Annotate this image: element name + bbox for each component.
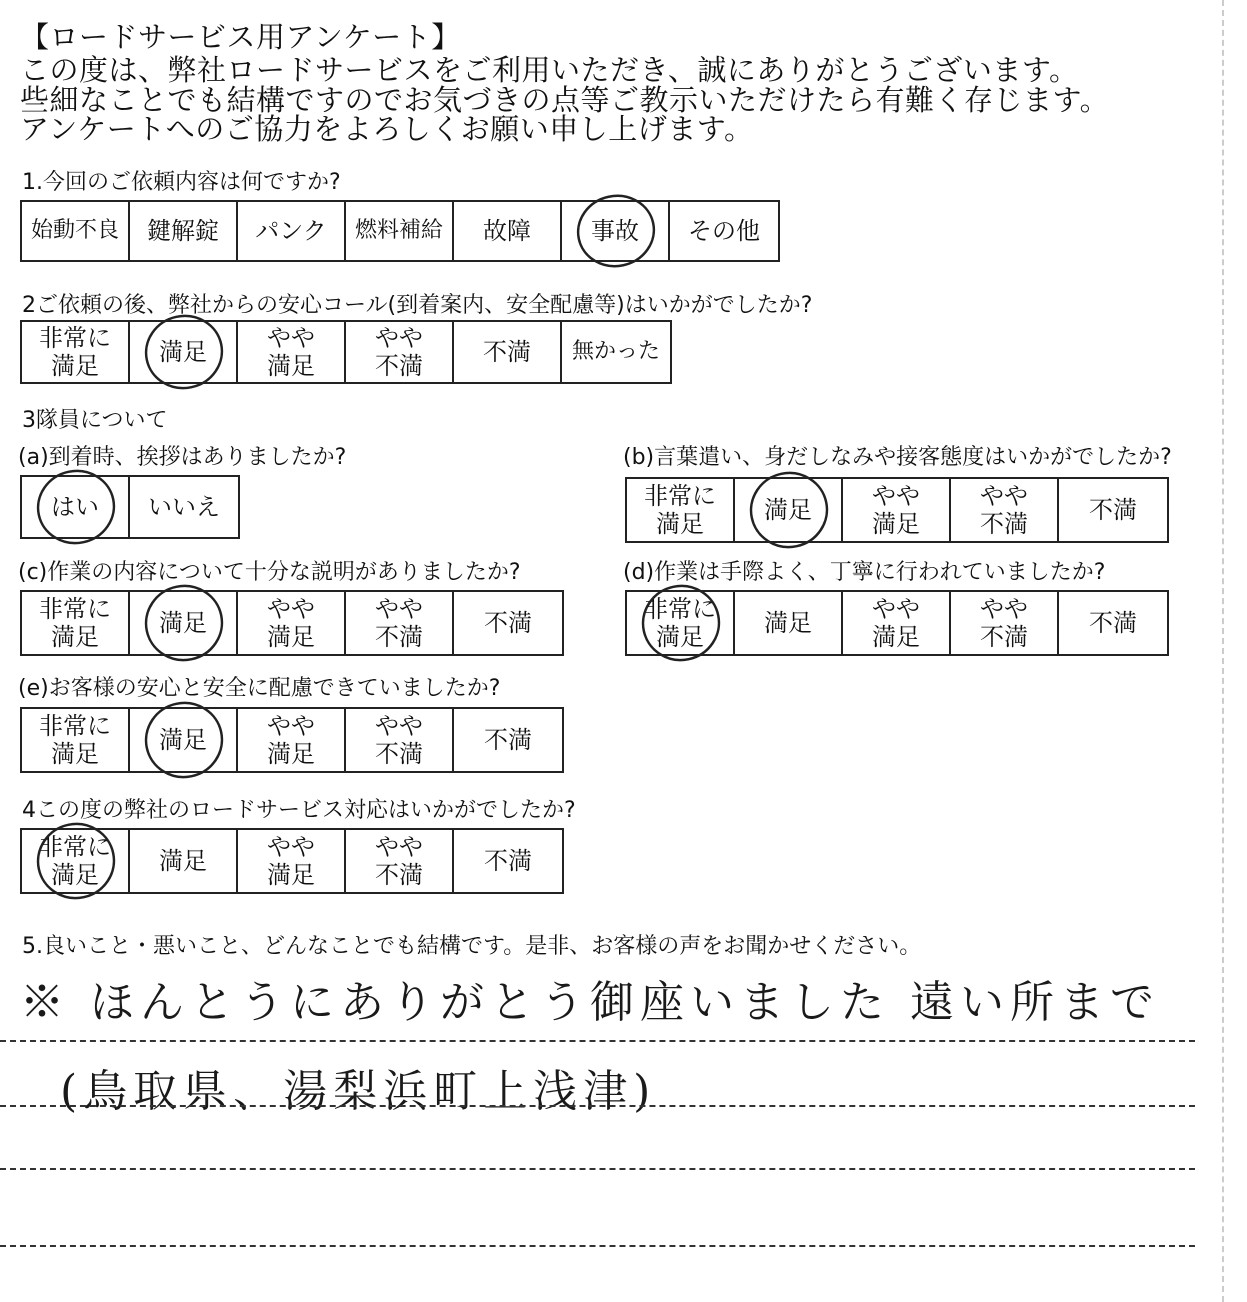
option-cell[interactable]: やや 満足 [843, 592, 951, 654]
comment-line-divider [0, 1040, 1195, 1042]
q3c-options [20, 590, 564, 656]
option-cell[interactable]: やや 満足 [843, 479, 951, 541]
option-cell[interactable]: 満足 [130, 322, 238, 382]
comment-line-divider [0, 1245, 1195, 1247]
option-cell[interactable]: やや 不満 [346, 830, 454, 892]
comment-line-divider [0, 1168, 1195, 1170]
q3b-label: (b)言葉遣い、身だしなみや接客態度はいかがでしたか? [623, 445, 1172, 470]
q3-label: 3隊員について [22, 408, 168, 433]
option-cell[interactable]: やや 満足 [238, 592, 346, 654]
q5-label: 5.良いこと・悪いこと、どんなことでも結構です。是非、お客様の声をお聞かせください。 [22, 934, 922, 959]
option-cell[interactable]: 不満 [484, 609, 532, 637]
option-cell[interactable]: やや 不満 [346, 592, 454, 654]
option-cell[interactable]: やや 不満 [951, 592, 1059, 654]
q2-label: 2ご依頼の後、弊社からの安心コール(到着案内、安全配慮等)はいかがでしたか? [22, 293, 813, 318]
option-cell[interactable]: 満足 [130, 592, 238, 654]
q1-label: 1.今回のご依頼内容は何ですか? [22, 170, 341, 195]
option-cell[interactable]: 鍵解錠 [130, 202, 238, 260]
handwritten-comment-line-2: (鳥取県、湯梨浜町上浅津) [60, 1066, 657, 1117]
q3d-options [625, 590, 1169, 656]
option-cell[interactable]: やや 満足 [238, 322, 346, 382]
q3e-options [20, 707, 564, 773]
q3b-options [625, 477, 1169, 543]
option-cell[interactable]: 事故 [562, 202, 670, 260]
q1-options [20, 200, 780, 262]
option-cell[interactable]: 不満 [454, 322, 562, 382]
q4-label: 4この度の弊社のロードサービス対応はいかがでしたか? [22, 798, 576, 823]
option-cell[interactable]: その他 [688, 217, 760, 245]
option-cell[interactable]: いいえ [148, 493, 220, 521]
option-cell[interactable]: 非常に 満足 [22, 830, 130, 892]
option-cell[interactable]: 不満 [1089, 496, 1137, 524]
option-cell[interactable]: 始動不良 [22, 202, 130, 260]
option-cell[interactable]: やや 不満 [346, 709, 454, 771]
option-cell[interactable]: 非常に 満足 [22, 709, 130, 771]
option-cell[interactable]: やや 不満 [951, 479, 1059, 541]
q4-options [20, 828, 564, 894]
scan-edge [1222, 0, 1224, 1302]
option-cell[interactable]: 満足 [130, 830, 238, 892]
option-cell[interactable]: 燃料補給 [346, 202, 454, 260]
option-cell[interactable]: はい [22, 477, 130, 537]
option-cell[interactable]: 非常に 満足 [22, 592, 130, 654]
intro-line-1: この度は、弊社ロードサービスをご利用いただき、誠にありがとうございます。 [20, 53, 1079, 87]
handwritten-comment-line-1: ※ ほんとうにありがとう御座いました 遠い所まで [20, 977, 1160, 1028]
q3a-options [20, 475, 240, 539]
option-cell[interactable]: 非常に 満足 [627, 592, 735, 654]
q3d-label: (d)作業は手際よく、丁寧に行われていましたか? [623, 560, 1106, 585]
option-cell[interactable]: 非常に 満足 [22, 322, 130, 382]
option-cell[interactable]: 満足 [130, 709, 238, 771]
option-cell[interactable]: やや 満足 [238, 830, 346, 892]
option-cell[interactable]: 不満 [484, 726, 532, 754]
comment-line-divider [0, 1105, 1195, 1107]
intro-line-3: アンケートへのご協力をよろしくお願い申し上げます。 [20, 112, 754, 146]
q2-options [20, 320, 672, 384]
option-cell[interactable]: 満足 [735, 592, 843, 654]
option-cell[interactable]: 不満 [484, 847, 532, 875]
option-cell[interactable]: 無かった [571, 339, 660, 364]
option-cell[interactable]: 不満 [1089, 609, 1137, 637]
q3a-label: (a)到着時、挨拶はありましたか? [18, 445, 347, 470]
option-cell[interactable]: 非常に 満足 [627, 479, 735, 541]
survey-title: 【ロードサービス用アンケート】 [20, 20, 461, 54]
option-cell[interactable]: 故障 [454, 202, 562, 260]
option-cell[interactable]: やや 不満 [346, 322, 454, 382]
q3e-label: (e)お客様の安心と安全に配慮できていましたか? [18, 676, 501, 701]
option-cell[interactable]: 満足 [735, 479, 843, 541]
q3c-label: (c)作業の内容について十分な説明がありましたか? [18, 560, 521, 585]
intro-line-2: 些細なことでも結構ですのでお気づきの点等ご教示いただけたら有難く存じます。 [20, 83, 1110, 117]
option-cell[interactable]: パンク [238, 202, 346, 260]
option-cell[interactable]: やや 満足 [238, 709, 346, 771]
